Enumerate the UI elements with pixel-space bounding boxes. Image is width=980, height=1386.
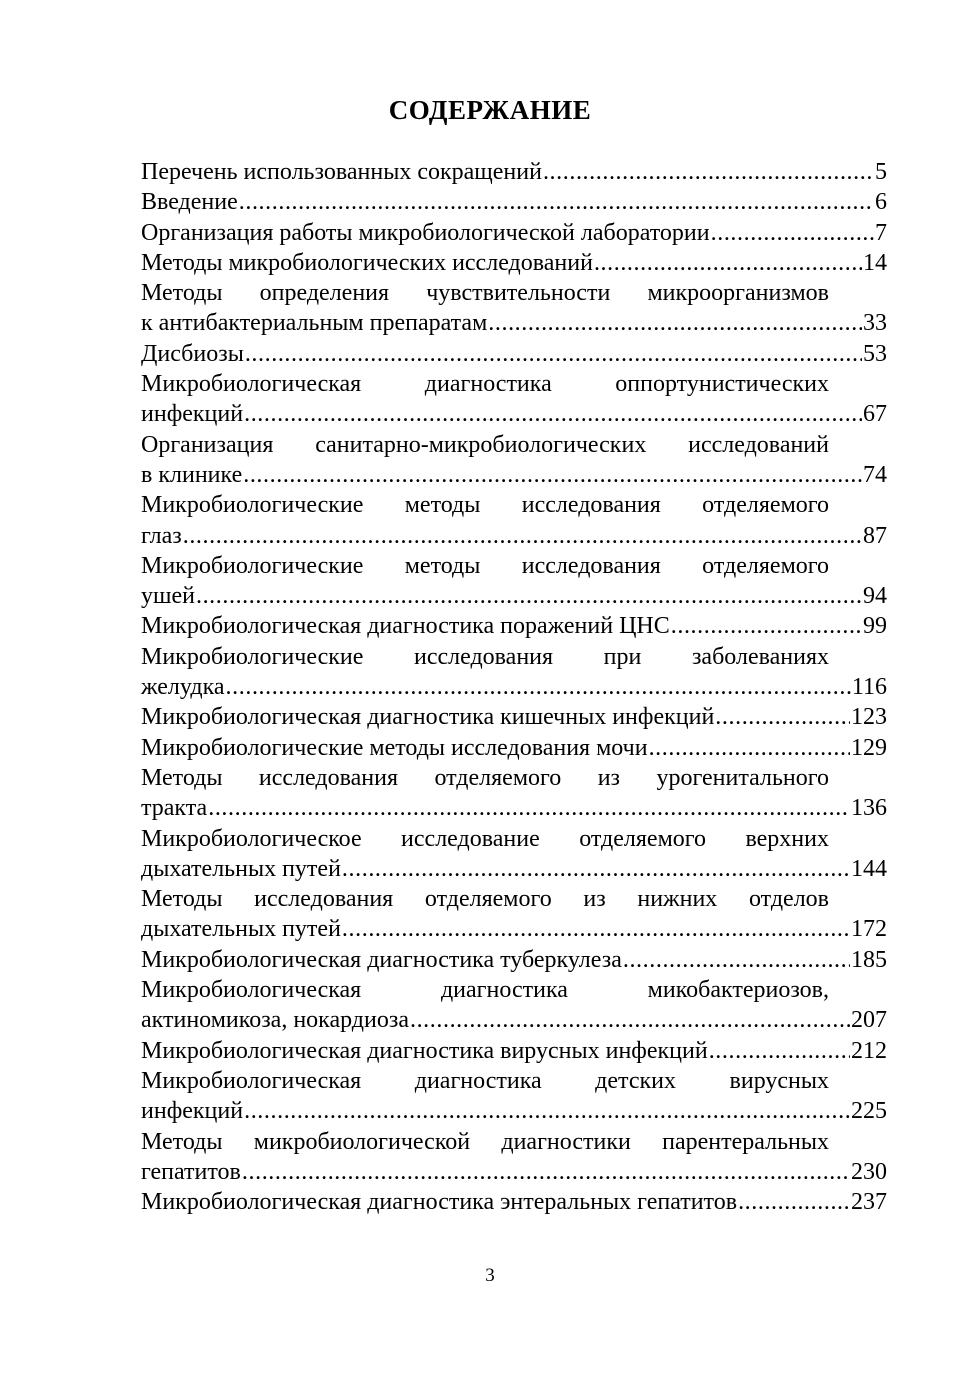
toc-entry-title: желудка xyxy=(141,674,225,701)
page-title: СОДЕРЖАНИЕ xyxy=(388,95,592,125)
toc-entry-page-number: 87 xyxy=(863,522,887,549)
toc-entry-title-line: Методы определения чувствительности микроорганизмов xyxy=(141,280,829,307)
table-of-contents xyxy=(141,157,887,1217)
toc-entry-page-number: 237 xyxy=(851,1189,887,1216)
toc-entry[interactable] xyxy=(141,1187,887,1217)
toc-entry-page-number: 225 xyxy=(851,1098,887,1125)
toc-entry-title: Дисбиозы xyxy=(141,340,244,367)
dot-leader xyxy=(711,218,874,248)
dot-leader xyxy=(488,308,862,338)
toc-entry-title: Введение xyxy=(141,189,238,216)
dot-leader xyxy=(245,339,862,369)
toc-entry-title: Микробиологическая диагностика кишечных инфекций xyxy=(141,704,715,731)
toc-entry[interactable] xyxy=(141,763,887,824)
toc-entry-title-line: Микробиологические исследования при заболеваниях xyxy=(141,643,829,670)
toc-entry-title-line: Микробиологические методы исследования отделяемого xyxy=(141,492,829,519)
toc-entry-page-number: 33 xyxy=(863,310,887,337)
toc-entry-title: в клинике xyxy=(141,461,243,488)
toc-entry[interactable] xyxy=(141,430,887,491)
toc-entry-title: Микробиологическая диагностика поражений ЦНС xyxy=(141,613,670,640)
toc-entry-title: тракта xyxy=(141,795,208,822)
toc-entry-title: глаз xyxy=(141,522,182,549)
toc-entry-title: инфекций xyxy=(141,401,244,428)
dot-leader xyxy=(623,945,850,975)
toc-entry[interactable] xyxy=(141,1066,887,1127)
toc-entry[interactable] xyxy=(141,824,887,885)
toc-entry-title-line: Микробиологическая диагностика оппортунистических xyxy=(141,371,829,398)
toc-entry-title: Микробиологическая диагностика туберкулеза xyxy=(141,946,622,973)
toc-entry-title: ушей xyxy=(141,583,195,610)
toc-entry-page-number: 6 xyxy=(875,189,887,216)
toc-entry[interactable] xyxy=(141,490,887,551)
toc-entry-page-number: 5 xyxy=(875,159,887,185)
toc-entry-page-number: 185 xyxy=(851,946,887,973)
toc-entry[interactable] xyxy=(141,884,887,945)
dot-leader xyxy=(342,854,850,884)
toc-entry-page-number: 136 xyxy=(851,795,887,822)
toc-entry-title-line: Методы исследования отделяемого из нижних отделов xyxy=(141,886,829,913)
toc-entry-title: Организация работы микробиологической лаборатории xyxy=(141,219,710,246)
toc-entry[interactable] xyxy=(141,733,887,763)
toc-entry-title-line: Микробиологическая диагностика детских вирусных xyxy=(141,1067,829,1094)
dot-leader xyxy=(342,914,850,944)
dot-leader xyxy=(226,672,851,702)
toc-entry-page-number: 230 xyxy=(851,1158,887,1185)
toc-entry-page-number: 99 xyxy=(863,613,887,640)
toc-entry-page-number: 129 xyxy=(851,734,887,761)
toc-entry[interactable] xyxy=(141,642,887,703)
dot-leader xyxy=(594,248,862,278)
toc-entry-title-line: Методы микробиологической диагностики парентеральных xyxy=(141,1128,829,1155)
toc-entry-title: к антибактериальным препаратам xyxy=(141,310,488,337)
toc-entry-page-number: 172 xyxy=(851,916,887,943)
toc-entry-page-number: 94 xyxy=(863,583,887,610)
toc-entry-page-number: 123 xyxy=(851,704,887,731)
toc-entry-page-number: 7 xyxy=(875,219,887,246)
dot-leader xyxy=(410,1005,850,1035)
toc-entry-title: дыхательных путей xyxy=(141,916,341,943)
toc-entry-title-line: Микробиологическая диагностика микобактериозов, xyxy=(141,977,829,1004)
toc-entry[interactable] xyxy=(141,187,887,217)
toc-entry-page-number: 74 xyxy=(863,461,887,488)
toc-entry-title: Микробиологическая диагностика вирусных инфекций xyxy=(141,1037,708,1064)
dot-leader xyxy=(649,733,850,763)
toc-entry-page-number: 14 xyxy=(863,249,887,276)
toc-entry-title: инфекций xyxy=(141,1098,244,1125)
toc-entry[interactable] xyxy=(141,278,887,339)
toc-entry[interactable] xyxy=(141,945,887,975)
toc-entry-page-number: 212 xyxy=(851,1037,887,1064)
dot-leader xyxy=(715,702,850,732)
dot-leader xyxy=(244,399,862,429)
dot-leader xyxy=(243,460,862,490)
toc-entry-page-number: 144 xyxy=(851,855,887,882)
page-number-footer: 3 xyxy=(485,1265,495,1286)
toc-entry[interactable] xyxy=(141,369,887,430)
toc-entry-title: Микробиологическая диагностика энтеральных гепатитов xyxy=(141,1189,738,1216)
toc-entry-title-line: Микробиологические методы исследования отделяемого xyxy=(141,552,829,579)
toc-entry-title: дыхательных путей xyxy=(141,855,341,882)
dot-leader xyxy=(244,1096,850,1126)
toc-entry[interactable] xyxy=(141,1127,887,1188)
dot-leader xyxy=(671,611,862,641)
toc-entry[interactable] xyxy=(141,248,887,278)
toc-entry[interactable] xyxy=(141,1036,887,1066)
dot-leader xyxy=(196,581,862,611)
toc-entry[interactable] xyxy=(141,702,887,732)
toc-entry[interactable] xyxy=(141,157,887,187)
toc-entry-title: Методы микробиологических исследований xyxy=(141,249,593,276)
toc-entry[interactable] xyxy=(141,611,887,641)
dot-leader xyxy=(709,1036,850,1066)
toc-entry[interactable] xyxy=(141,551,887,612)
toc-entry-title-line: Организация санитарно-микробиологических исследований xyxy=(141,431,829,458)
toc-entry-title: Микробиологические методы исследования мочи xyxy=(141,734,648,761)
dot-leader xyxy=(543,157,874,187)
toc-entry-title: актиномикоза, нокардиоза xyxy=(141,1007,409,1034)
toc-entry[interactable] xyxy=(141,218,887,248)
toc-entry-page-number: 53 xyxy=(863,340,887,367)
toc-entry-page-number: 67 xyxy=(863,401,887,428)
dot-leader xyxy=(239,187,874,217)
toc-entry[interactable] xyxy=(141,339,887,369)
toc-entry-page-number: 207 xyxy=(851,1007,887,1034)
toc-entry-title: гепатитов xyxy=(141,1158,241,1185)
toc-entry-title-line: Микробиологическое исследование отделяемого верхних xyxy=(141,825,829,852)
toc-entry-title: Перечень использованных сокращений xyxy=(141,159,542,185)
toc-entry-page-number: 116 xyxy=(851,674,887,701)
dot-leader xyxy=(183,521,862,551)
toc-entry-title-line: Методы исследования отделяемого из урогенитального xyxy=(141,764,829,791)
dot-leader xyxy=(208,793,850,823)
dot-leader xyxy=(738,1187,850,1217)
toc-entry[interactable] xyxy=(141,975,887,1036)
dot-leader xyxy=(242,1157,850,1187)
